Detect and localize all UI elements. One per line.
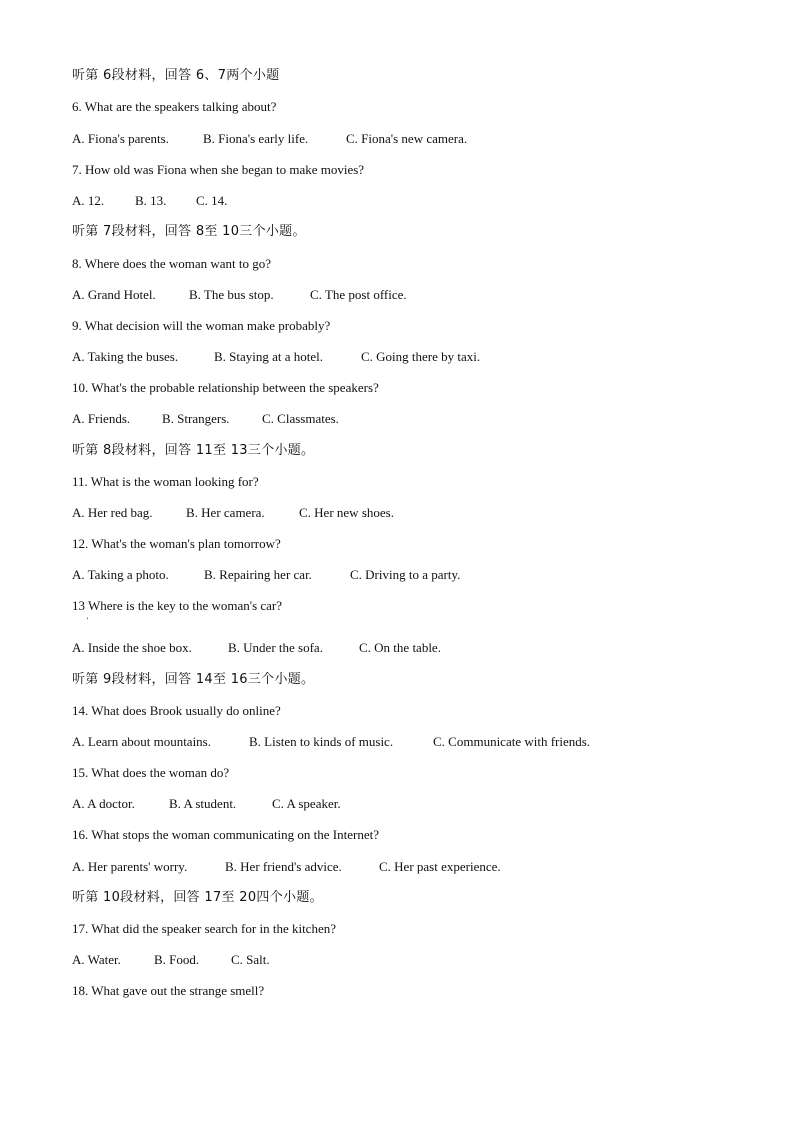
answer-option: C. 14. [196, 193, 228, 208]
answer-option: B. Strangers. [162, 411, 230, 426]
answer-option: C. Fiona's new camera. [346, 131, 468, 146]
answer-option: C. The post office. [310, 287, 407, 302]
answer-option: C. Her new shoes. [299, 505, 394, 520]
question-text: 9. What decision will the woman make probably? [72, 318, 331, 333]
answer-option: B. Her camera. [186, 505, 265, 520]
answer-option: B. Her friend's advice. [225, 859, 342, 874]
section-heading: 听第 6段材料，回答 6、7两个小题 [72, 68, 280, 83]
answer-option: A. Learn about mountains. [72, 734, 211, 749]
answer-option: A. Friends. [72, 411, 131, 426]
question-text: 18. What gave out the strange smell? [72, 983, 265, 998]
answer-option: C. A speaker. [272, 796, 341, 811]
stray-mark: ' [87, 616, 89, 625]
section-heading: 听第 9段材料，回答 14至 16三个小题。 [72, 672, 315, 687]
answer-option: B. Staying at a hotel. [214, 349, 324, 364]
answer-option: A. Water. [72, 952, 121, 967]
answer-option: B. Food. [154, 952, 200, 967]
answer-option: B. Fiona's early life. [203, 131, 309, 146]
answer-option: B. Listen to kinds of music. [249, 734, 394, 749]
answer-option: A. Taking the buses. [72, 349, 179, 364]
question-text: 8. Where does the woman want to go? [72, 256, 272, 271]
answer-option: C. Driving to a party. [350, 567, 461, 582]
answer-option: B. Repairing her car. [204, 567, 312, 582]
answer-option: A. Her red bag. [72, 505, 153, 520]
question-text: 12. What's the woman's plan tomorrow? [72, 536, 281, 551]
answer-option: A. Grand Hotel. [72, 287, 156, 302]
question-text: 10. What's the probable relationship between the speakers? [72, 380, 379, 395]
question-text: 13 Where is the key to the woman's car? [72, 598, 283, 613]
answer-option: C. Salt. [231, 952, 270, 967]
answer-option: B. A student. [169, 796, 237, 811]
answer-option: A. Inside the shoe box. [72, 640, 192, 655]
answer-option: C. Going there by taxi. [361, 349, 481, 364]
question-text: 17. What did the speaker search for in the kitchen? [72, 921, 336, 936]
answer-option: B. Under the sofa. [228, 640, 323, 655]
answer-option: A. Her parents' worry. [72, 859, 188, 874]
question-text: 16. What stops the woman communicating on the Internet? [72, 827, 379, 842]
answer-option: A. 12. [72, 193, 105, 208]
answer-option: A. Taking a photo. [72, 567, 169, 582]
answer-option: B. The bus stop. [189, 287, 274, 302]
question-text: 11. What is the woman looking for? [72, 474, 259, 489]
question-text: 15. What does the woman do? [72, 765, 230, 780]
answer-option: C. Communicate with friends. [433, 734, 591, 749]
answer-option: B. 13. [135, 193, 167, 208]
answer-option: C. On the table. [359, 640, 441, 655]
question-text: 6. What are the speakers talking about? [72, 99, 277, 114]
section-heading: 听第 7段材料，回答 8至 10三个小题。 [72, 224, 306, 239]
answer-option: C. Her past experience. [379, 859, 501, 874]
question-text: 7. How old was Fiona when she began to make movies? [72, 162, 365, 177]
answer-option: A. A doctor. [72, 796, 135, 811]
question-text: 14. What does Brook usually do online? [72, 703, 281, 718]
section-heading: 听第 8段材料，回答 11至 13三个小题。 [72, 443, 315, 458]
section-heading: 听第 10段材料，回答 17至 20四个小题。 [72, 890, 323, 905]
answer-option: A. Fiona's parents. [72, 131, 169, 146]
answer-option: C. Classmates. [262, 411, 339, 426]
